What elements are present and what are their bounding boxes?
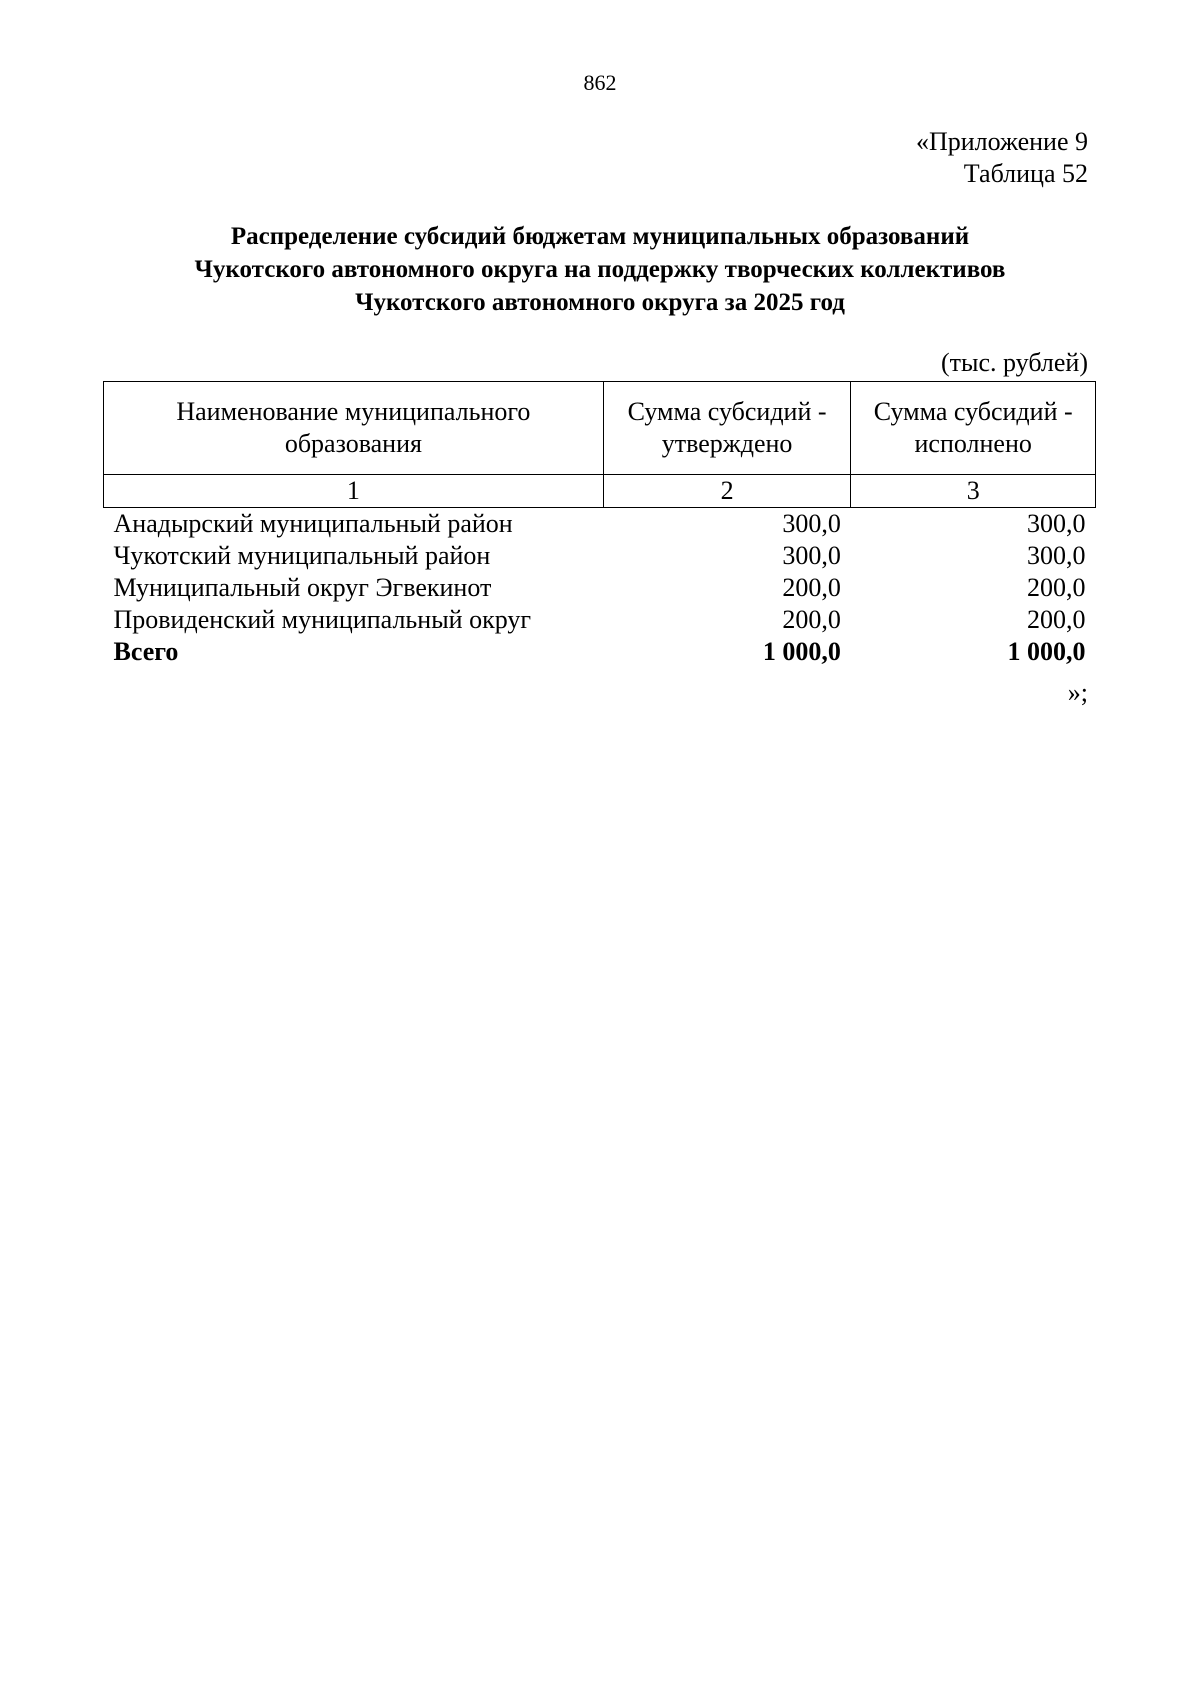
header-executed: [851, 382, 1096, 475]
total-row: [104, 636, 1096, 668]
page-number: 862: [583, 70, 617, 95]
table-header-row: [104, 382, 1096, 475]
header-municipality: [104, 382, 604, 475]
column-number: 2: [603, 475, 851, 508]
table-row: [104, 604, 1096, 636]
executed-amount: 300,0: [1027, 541, 1086, 570]
header-executed-line-2: исполнено: [914, 429, 1032, 458]
municipality-name: Муниципальный округ Эгвекинот: [113, 573, 492, 602]
table-row: [104, 572, 1096, 604]
approved-amount: 200,0: [782, 573, 841, 602]
appendix-reference: [916, 126, 1088, 190]
header-executed-line-1: Сумма субсидий -: [873, 397, 1073, 426]
approved-amount: 300,0: [782, 541, 841, 570]
approved-amount: 200,0: [782, 605, 841, 634]
header-approved-line-2: утверждено: [661, 429, 793, 458]
table-number: Таблица 52: [963, 159, 1088, 188]
title-line-1: Распределение субсидий бюджетам муниципальных образований: [230, 223, 970, 250]
title-line-2: Чукотского автономного округа на поддержку творческих коллективов: [194, 256, 1006, 283]
column-number-row: [104, 475, 1096, 508]
header-approved: [603, 382, 851, 475]
municipality-name: Анадырский муниципальный район: [113, 509, 513, 538]
total-approved: 1 000,0: [762, 637, 841, 666]
executed-amount: 300,0: [1027, 509, 1086, 538]
subsidy-table: [103, 381, 1096, 668]
approved-amount: 300,0: [782, 509, 841, 538]
executed-amount: 200,0: [1027, 573, 1086, 602]
header-municipality-line-2: образования: [284, 429, 422, 458]
column-number: 1: [104, 475, 604, 508]
header-approved-line-1: Сумма субсидий -: [627, 397, 827, 426]
municipality-name: Провиденский муниципальный округ: [113, 605, 532, 634]
column-number: 3: [851, 475, 1096, 508]
municipality-name: Чукотский муниципальный район: [113, 541, 491, 570]
header-municipality-line-1: Наименование муниципального: [176, 397, 531, 426]
total-executed: 1 000,0: [1007, 637, 1086, 666]
table-row: [104, 508, 1096, 541]
table-row: [104, 540, 1096, 572]
title-line-3: Чукотского автономного округа за 2025 год: [355, 289, 845, 316]
document-title: [100, 220, 1100, 319]
appendix-number: «Приложение 9: [915, 127, 1088, 156]
closing-quote: »;: [1067, 678, 1088, 707]
total-label: Всего: [113, 637, 179, 666]
units-label: (тыс. рублей): [940, 348, 1088, 377]
executed-amount: 200,0: [1027, 605, 1086, 634]
